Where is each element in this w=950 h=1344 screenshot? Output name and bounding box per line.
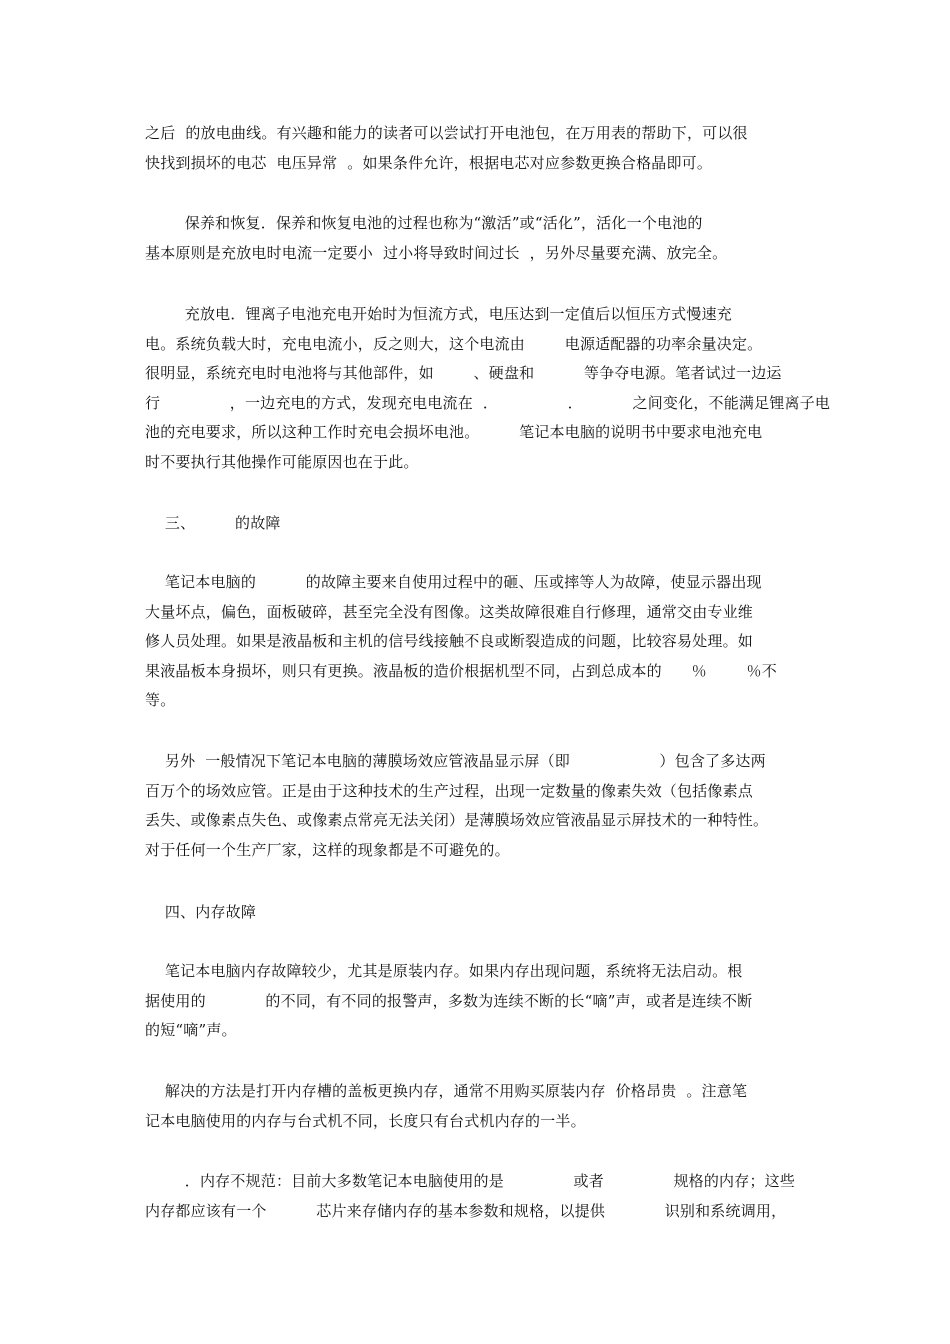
text-line: 丢失、或像素点失色、或像素点常亮无法关闭）是薄膜场效应管液晶显示屏技术的一种特性。 (145, 811, 769, 829)
paragraph-memory-solution (145, 1077, 810, 1136)
text-line: ．内存不规范：目前大多数笔记本电脑使用的是 或者 规格的内存；这些 (145, 1172, 796, 1190)
text-line: 之后 的放电曲线。有兴趣和能力的读者可以尝试打开电池包，在万用表的帮助下，可以很 (145, 124, 748, 142)
text-line: 记本电脑使用的内存与台式机不同，长度只有台式机内存的一半。 (145, 1111, 586, 1130)
paragraph-battery-discharge (145, 119, 810, 178)
text-line: 对于任何一个生产厂家，这样的现象都是不可避免的。 (145, 840, 510, 859)
text-line: 三、 的故障 (145, 514, 281, 532)
text-line: 等。 (145, 691, 176, 709)
text-line: 保养和恢复．保养和恢复电池的过程也称为“激活”或“活化”，活化一个电池的 (145, 214, 703, 232)
paragraph-memory-nonstandard (145, 1167, 810, 1226)
text-line: 解决的方法是打开内存槽的盖板更换内存，通常不用购买原装内存 价格昂贵 。注意笔 (145, 1082, 748, 1100)
text-line: 基本原则是充放电时电流一定要小 过小将导致时间过长 ，另外尽量要充满、放完全。 (145, 243, 728, 262)
text-line: 修人员处理。如果是液晶板和主机的信号线接触不良或断裂造成的问题，比较容易处理。如 (145, 632, 754, 650)
paragraph-charging (145, 300, 831, 477)
text-line: 果液晶板本身损坏，则只有更换。液晶板的造价根据机型不同，占到总成本的 ％ ％不 (145, 661, 777, 680)
text-line: 的短“嘀”声。 (145, 1021, 237, 1039)
text-line: 时不要执行其他操作可能原因也在于此。 (145, 452, 419, 471)
text-line: 笔记本电脑的 的故障主要来自使用过程中的砸、压或摔等人为故障，使显示器出现 (145, 573, 762, 591)
paragraph-memory-fault (145, 957, 810, 1046)
section-heading-display-fault (145, 509, 810, 539)
text-line: 行 ，一边充电的方式，发现充电电流在 ． ． 之间变化，不能满足锂离子电 (145, 393, 831, 412)
text-line: 快找到损坏的电芯 电压异常 。如果条件允许，根据电芯对应参数更换合格晶即可。 (145, 153, 713, 172)
text-line: 另外 一般情况下笔记本电脑的薄膜场效应管液晶显示屏（即 ）包含了多达两 (145, 752, 766, 770)
paragraph-maintenance (145, 209, 810, 268)
text-line: 百万个的场效应管。正是由于这种技术的生产过程，出现一定数量的像素失效（包括像素点 (145, 781, 754, 800)
text-line: 池的充电要求，所以这种工作时充电会损坏电池。 笔记本电脑的说明书中要求电池充电 (145, 423, 763, 441)
paragraph-tft-pixels (145, 747, 810, 865)
text-line: 据使用的 的不同，有不同的报警声，多数为连续不断的长“嘀”声，或者是连续不断 (145, 991, 753, 1010)
text-line: 内存都应该有一个 芯片来存储内存的基本参数和规格，以提供 识别和系统调用， (145, 1201, 787, 1220)
text-line: 笔记本电脑内存故障较少，尤其是原装内存。如果内存出现问题，系统将无法启动。根 (145, 962, 743, 980)
text-line: 四、内存故障 (145, 903, 257, 921)
text-line: 大量坏点，偏色，面板破碎，甚至完全没有图像。这类故障很难自行修理，通常交由专业维 (145, 602, 754, 621)
section-heading-memory-fault (145, 898, 810, 928)
paragraph-display-fault (145, 568, 810, 716)
text-line: 很明显，系统充电时电池将与其他部件，如 、硬盘和 等争夺电源。笔者试过一边运 (145, 364, 782, 382)
text-line: 电。系统负载大时，充电电流小，反之则大，这个电流由 电源适配器的功率余量决定。 (145, 334, 763, 353)
text-line: 充放电．锂离子电池充电开始时为恒流方式，电压达到一定值后以恒压方式慢速充 (145, 305, 732, 323)
